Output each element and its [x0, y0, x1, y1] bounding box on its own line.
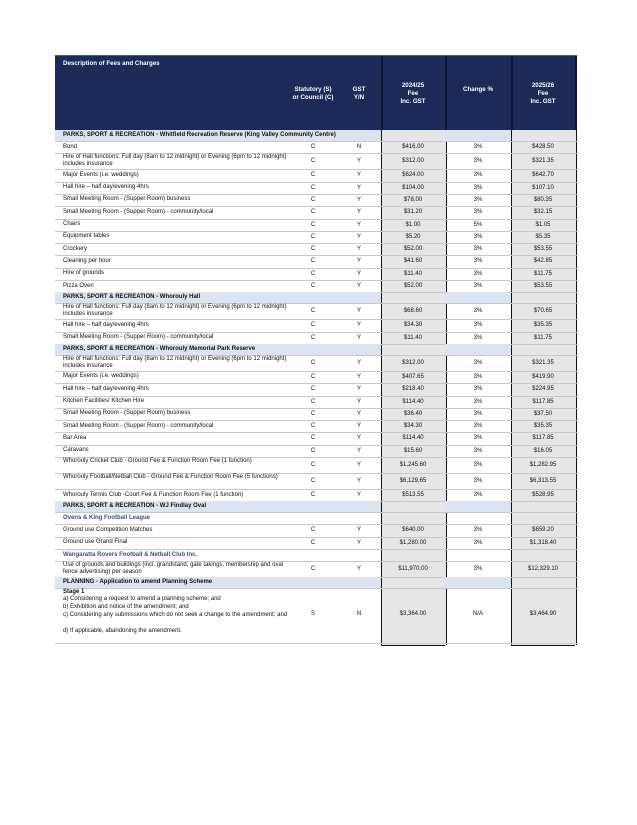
stage-step-text: c) Considering any submissions which do not seek a change to the amendment; and [63, 611, 288, 618]
row-description: Kitchen Facilities/ Kitchen Hire [63, 398, 145, 404]
fee-2025-value: $32.15 [533, 209, 553, 216]
fee-2025-value: $70.65 [533, 308, 553, 315]
statutory-value: C [310, 144, 316, 150]
fee-2024-value: $41.60 [403, 258, 423, 265]
col-header-fee-2024 [381, 82, 445, 106]
table-row [55, 408, 577, 420]
fee-2025-value: $5.35 [535, 233, 551, 240]
row-description: Bond [63, 143, 78, 150]
gst-value: Y [356, 398, 361, 405]
col-header-fee-2024-line3: Inc. GST [400, 98, 426, 105]
subheading-row [55, 512, 577, 524]
table-row [55, 280, 577, 292]
fee-2025-value: $35.35 [533, 322, 553, 329]
change-value: 3% [473, 209, 483, 216]
statutory-value: C [310, 423, 316, 430]
row-description: Caravans [63, 447, 89, 454]
row-description: Whorouly Football/Netball Club - Ground Fee & Function Room Fee (5 functions) [63, 474, 278, 480]
row-description: Ground use Competition Matches [63, 526, 153, 533]
table-row [55, 231, 577, 243]
gst-value: Y [356, 246, 361, 253]
gst-value: Y [356, 322, 361, 329]
gst-value: Y [356, 410, 361, 417]
row-description: Small Meeting Room - (Supper Room) business [63, 196, 191, 203]
change-value: 3% [473, 492, 483, 498]
section-header-row [55, 501, 577, 512]
table-row [55, 432, 577, 444]
section-header-row [55, 292, 577, 303]
gst-value: Y [356, 184, 361, 191]
statutory-value: C [310, 209, 316, 216]
row-description: Bar Area [63, 434, 87, 441]
row-description: Major Events (i.e. weddings) [63, 373, 139, 380]
col-header-statutory-line2: or Council (C) [292, 94, 334, 101]
table-row [55, 319, 577, 331]
stage-step-text: a) Considering a request to amend a planning scheme; and [63, 595, 221, 602]
table-row [55, 219, 577, 231]
fee-2024-value: $11.40 [404, 270, 422, 277]
row-description: Hire of Hall functions: Full day (8am to 12 midnight) or Evening (6pm to 12 midnight) includes insurance [63, 304, 287, 318]
fee-2024-value: $36.40 [403, 410, 423, 417]
gst-value: Y [356, 527, 361, 534]
table-header [55, 56, 577, 130]
change-value: 3% [473, 398, 483, 405]
fee-2025-value: $11.75 [534, 270, 552, 277]
change-value: 3% [473, 233, 483, 240]
gst-value: Y [356, 478, 361, 484]
fee-2024-value: $11,970.00 [398, 565, 428, 572]
row-description: Whorouly Tennis Club -Court Fee & Function Room Fee (1 function) [63, 491, 244, 498]
fee-2025-value: $428.50 [532, 144, 554, 150]
table-row [55, 255, 577, 267]
col-header-gst-line2: Y/N [353, 94, 365, 101]
change-value: 3% [473, 196, 483, 203]
statutory-value: C [310, 447, 316, 454]
statutory-value: C [310, 233, 316, 240]
row-description: Pizza Oven [63, 282, 94, 289]
fee-2024-value: $3,364.00 [399, 611, 427, 618]
statutory-value: C [310, 398, 316, 405]
change-value: 3% [473, 322, 483, 329]
row-description: Hall hire – half day/evening 4hrs [63, 321, 149, 328]
col-header-change-label: Change % [463, 86, 493, 93]
fee-2025-value: $53.55 [533, 283, 553, 289]
statutory-value: C [310, 410, 316, 417]
fee-2024-value: $1,245.60 [399, 462, 427, 468]
change-value: 3% [473, 258, 483, 265]
statutory-value: C [310, 184, 316, 191]
col-header-fee-2024-line2: Fee [407, 90, 419, 97]
statutory-value: C [310, 527, 316, 534]
statutory-value: C [310, 539, 316, 546]
fee-2025-value: $659.20 [532, 527, 554, 534]
fee-2024-value: $312.00 [402, 158, 424, 165]
col-header-gst-line1: GST [352, 86, 366, 93]
change-value: 3% [473, 144, 483, 150]
gst-value: N [356, 611, 362, 618]
fee-2025-value: $117.85 [532, 398, 554, 405]
col-header-fee-2025 [511, 82, 575, 106]
fee-2025-value: $12,329.10 [527, 565, 559, 572]
change-value: 3% [473, 565, 483, 572]
table-row [55, 457, 577, 473]
gst-value: Y [356, 423, 361, 430]
row-description: Hire of Hall functions: Full day (8am to 12 midnight) or Evening (6pm to 12 midnight) includes insurance [63, 154, 287, 168]
fee-2024-value: $104.00 [402, 184, 424, 191]
row-description: Hall hire – half day/evening 4hrs [63, 385, 149, 392]
fee-2024-value: $5.20 [405, 233, 421, 240]
table-bottom-rule [381, 645, 575, 647]
table-row [55, 420, 577, 432]
table-row [55, 206, 577, 218]
change-value: 3% [473, 462, 483, 468]
row-description: Small Meeting Room - (Supper Room) - community/local [63, 334, 214, 341]
fee-2024-value: $34.30 [403, 322, 423, 329]
fee-2024-value: $1,280.00 [399, 539, 427, 546]
fee-2024-value: $114.40 [402, 398, 424, 405]
fee-2024-value: $52.00 [403, 283, 423, 289]
row-description: Small Meeting Room - (Supper Room) - community/local [63, 208, 214, 215]
row-description: Cleaning per hour [63, 257, 111, 264]
gst-value: Y [356, 565, 361, 572]
statutory-value: C [310, 246, 316, 253]
statutory-value: C [310, 492, 316, 498]
gst-value: N [356, 144, 362, 150]
gst-value: Y [356, 283, 361, 289]
table-row [55, 355, 577, 371]
table-row [55, 243, 577, 255]
table-title: Description of Fees and Charges [63, 60, 160, 67]
col-header-gst [341, 86, 377, 102]
fee-2025-value: $1.05 [535, 221, 551, 228]
statutory-value: C [310, 373, 316, 380]
fee-2025-value: $53.55 [533, 246, 553, 253]
section-title: PLANNING - Application to amend Planning Scheme [63, 578, 213, 585]
table-row [55, 268, 577, 280]
section-header-row [55, 130, 577, 141]
fee-2025-value: $528.95 [532, 492, 554, 498]
table-row [55, 169, 577, 181]
subheading-title: Ovens & King Football League [63, 515, 151, 522]
table-row [55, 396, 577, 408]
table-row [55, 473, 577, 489]
table-row [55, 561, 577, 577]
gst-value: Y [356, 233, 361, 240]
fee-2024-value: $624.00 [402, 172, 424, 179]
gst-value: Y [356, 209, 361, 216]
change-value: 3% [473, 308, 483, 315]
fee-2025-value: $642.70 [532, 172, 554, 179]
row-description: Hire of grounds [63, 270, 105, 277]
change-value: 3% [473, 423, 483, 430]
header-divider [575, 56, 577, 130]
subheading-row [55, 549, 577, 561]
row-description: Hall hire – half day/evening 4hrs [63, 184, 149, 191]
gst-value: Y [356, 492, 361, 498]
row-description: Major Events (i.e. weddings) [63, 171, 139, 178]
statutory-value: C [310, 221, 316, 228]
fee-2025-value: $419.90 [532, 373, 554, 380]
fee-2024-value: $513.55 [402, 492, 424, 498]
statutory-value: C [310, 334, 316, 341]
stage-title: Stage 1 [63, 588, 85, 595]
section-title: PARKS, SPORT & RECREATION - WJ Findlay Oval [63, 503, 207, 510]
statutory-value: C [310, 322, 316, 329]
table-row [55, 445, 577, 457]
fee-2025-value: $6,313.55 [529, 478, 557, 484]
fee-2025-value: $321.35 [532, 158, 554, 165]
fee-2024-value: $11.40 [404, 334, 422, 341]
section-title: PARKS, SPORT & RECREATION - Whorouly Hall [63, 294, 201, 301]
change-value: 3% [473, 478, 483, 484]
table-row [55, 303, 577, 319]
col-header-fee-2025-line2: Fee [537, 90, 549, 97]
table-body [55, 130, 577, 645]
fee-2025-value: $3,464.90 [529, 611, 557, 618]
statutory-value: C [310, 565, 316, 572]
table-row [55, 182, 577, 194]
change-value: 3% [473, 283, 483, 289]
change-value: 3% [473, 447, 483, 454]
change-value: 3% [473, 435, 483, 442]
table-row [55, 489, 577, 501]
statutory-value: C [310, 462, 316, 468]
table-row [55, 383, 577, 395]
subheading-title: Wangaratta Rovers Football & Netball Club Inc. [63, 551, 198, 558]
statutory-value: C [310, 435, 316, 442]
col-header-fee-2025-line1: 2025/26 [531, 82, 555, 89]
change-value: 3% [473, 158, 483, 165]
col-header-change [447, 86, 509, 94]
fee-2025-value: $35.35 [533, 423, 553, 430]
row-description: Ground use Grand Final [63, 539, 128, 546]
gst-value: Y [356, 270, 361, 277]
gst-value: Y [356, 258, 361, 265]
fee-2025-value: $1,318.40 [529, 539, 557, 546]
fee-2024-value: $31.20 [403, 209, 423, 216]
table-row [55, 371, 577, 383]
gst-value: Y [356, 539, 361, 546]
row-description: Crockery [63, 245, 88, 252]
change-value: 3% [473, 334, 483, 341]
col-header-fee-2025-line3: Inc. GST [530, 98, 556, 105]
statutory-value: C [310, 283, 316, 289]
statutory-value: C [310, 196, 316, 203]
gst-value: Y [356, 334, 361, 341]
section-header-row [55, 577, 577, 588]
fee-2025-value: $42.85 [533, 258, 553, 265]
statutory-value: C [310, 270, 316, 277]
statutory-value: S [310, 611, 315, 618]
fee-2024-value: $640.00 [402, 527, 424, 534]
change-value: N/A [472, 611, 483, 618]
section-title: PARKS, SPORT & RECREATION - Whorouly Memorial Park Reserve [63, 345, 256, 352]
gst-value: Y [356, 435, 361, 442]
change-value: 3% [473, 184, 483, 191]
gst-value: Y [356, 462, 361, 468]
table-row [55, 194, 577, 206]
table-row [55, 332, 577, 344]
table-row [55, 588, 577, 643]
change-value: 3% [473, 410, 483, 417]
row-description: Whorouly Cricket Club - Ground Fee & Function Room Fee (1 function) [63, 458, 252, 464]
gst-value: Y [356, 386, 361, 393]
change-value: 3% [473, 359, 483, 366]
row-description: Hire of Hall functions: Full day (8am to 12 midnight) or Evening (6pm to 12 midnight) includes insurance [63, 355, 287, 369]
row-description: Small Meeting Room - (Supper Room) - community/local [63, 422, 214, 429]
fee-2024-value: $407.65 [402, 373, 424, 380]
row-description: Use of grounds and buildings (incl. grandstand, gate takings, membership and oval fence advertising) per season [63, 561, 284, 575]
gst-value: Y [356, 373, 361, 380]
change-value: 3% [473, 246, 483, 253]
change-value: 3% [473, 527, 483, 534]
change-value: 3% [473, 172, 483, 179]
fee-2025-value: $117.85 [532, 435, 554, 442]
table-row [55, 141, 577, 153]
statutory-value: C [310, 386, 316, 393]
fee-2025-value: $224.95 [532, 386, 554, 393]
change-value: 5% [473, 221, 483, 228]
table-row [55, 537, 577, 549]
fee-2025-value: $11.75 [534, 334, 552, 341]
fee-2024-value: $1.00 [405, 221, 421, 228]
statutory-value: C [310, 478, 316, 484]
fee-2025-value: $107.10 [532, 184, 554, 191]
fee-2025-value: $1,282.95 [529, 462, 557, 468]
fee-2024-value: $312.00 [402, 359, 424, 366]
change-value: 3% [473, 386, 483, 393]
fee-2024-value: $218.40 [402, 386, 424, 393]
fee-2024-value: $78.00 [403, 196, 423, 203]
gst-value: Y [356, 359, 361, 366]
row-description: Chairs [63, 221, 81, 227]
fee-2024-value: $114.40 [402, 435, 424, 442]
row-description: Equipment tables [63, 233, 110, 240]
change-value: 3% [473, 373, 483, 380]
statutory-value: C [310, 158, 316, 165]
fees-table [55, 56, 577, 645]
table-row [55, 524, 577, 536]
gst-value: Y [356, 196, 361, 203]
table-row [55, 153, 577, 169]
section-title: PARKS, SPORT & RECREATION - Whitfield Recreation Reserve (King Valley Community Centre) [63, 132, 336, 138]
stage-step-text: b) Exhibition and notice of the amendment; and [63, 603, 189, 610]
fee-2024-value: $15.60 [403, 447, 423, 454]
gst-value: Y [356, 172, 361, 179]
col-header-statutory [285, 86, 341, 102]
stage-step-text: d) If applicable, abandoning the amendment. [63, 627, 182, 634]
fee-2024-value: $34.30 [403, 423, 423, 430]
change-value: 3% [473, 270, 483, 277]
gst-value: Y [356, 308, 361, 315]
statutory-value: C [310, 308, 316, 315]
change-value: 3% [473, 539, 483, 546]
fee-2024-value: $52.00 [403, 246, 423, 253]
statutory-value: C [310, 258, 316, 265]
statutory-value: C [310, 359, 316, 366]
gst-value: Y [356, 221, 361, 228]
fee-2025-value: $80.35 [533, 196, 553, 203]
row-description: Small Meeting Room - (Supper Room) business [63, 410, 191, 417]
fee-2025-value: $321.35 [532, 359, 554, 366]
row-divider [55, 643, 577, 644]
fee-2025-value: $16.05 [533, 447, 553, 454]
fee-2024-value: $416.00 [402, 144, 424, 150]
section-header-row [55, 344, 577, 355]
fee-2024-value: $68.60 [403, 308, 423, 315]
col-header-statutory-line1: Statutory (S) [294, 86, 332, 93]
fee-2025-value: $37.50 [533, 410, 553, 417]
col-header-fee-2024-line1: 2024/25 [401, 82, 425, 89]
statutory-value: C [310, 172, 316, 179]
gst-value: Y [356, 447, 361, 454]
gst-value: Y [356, 158, 361, 165]
fee-2024-value: $6,129.65 [399, 478, 427, 484]
